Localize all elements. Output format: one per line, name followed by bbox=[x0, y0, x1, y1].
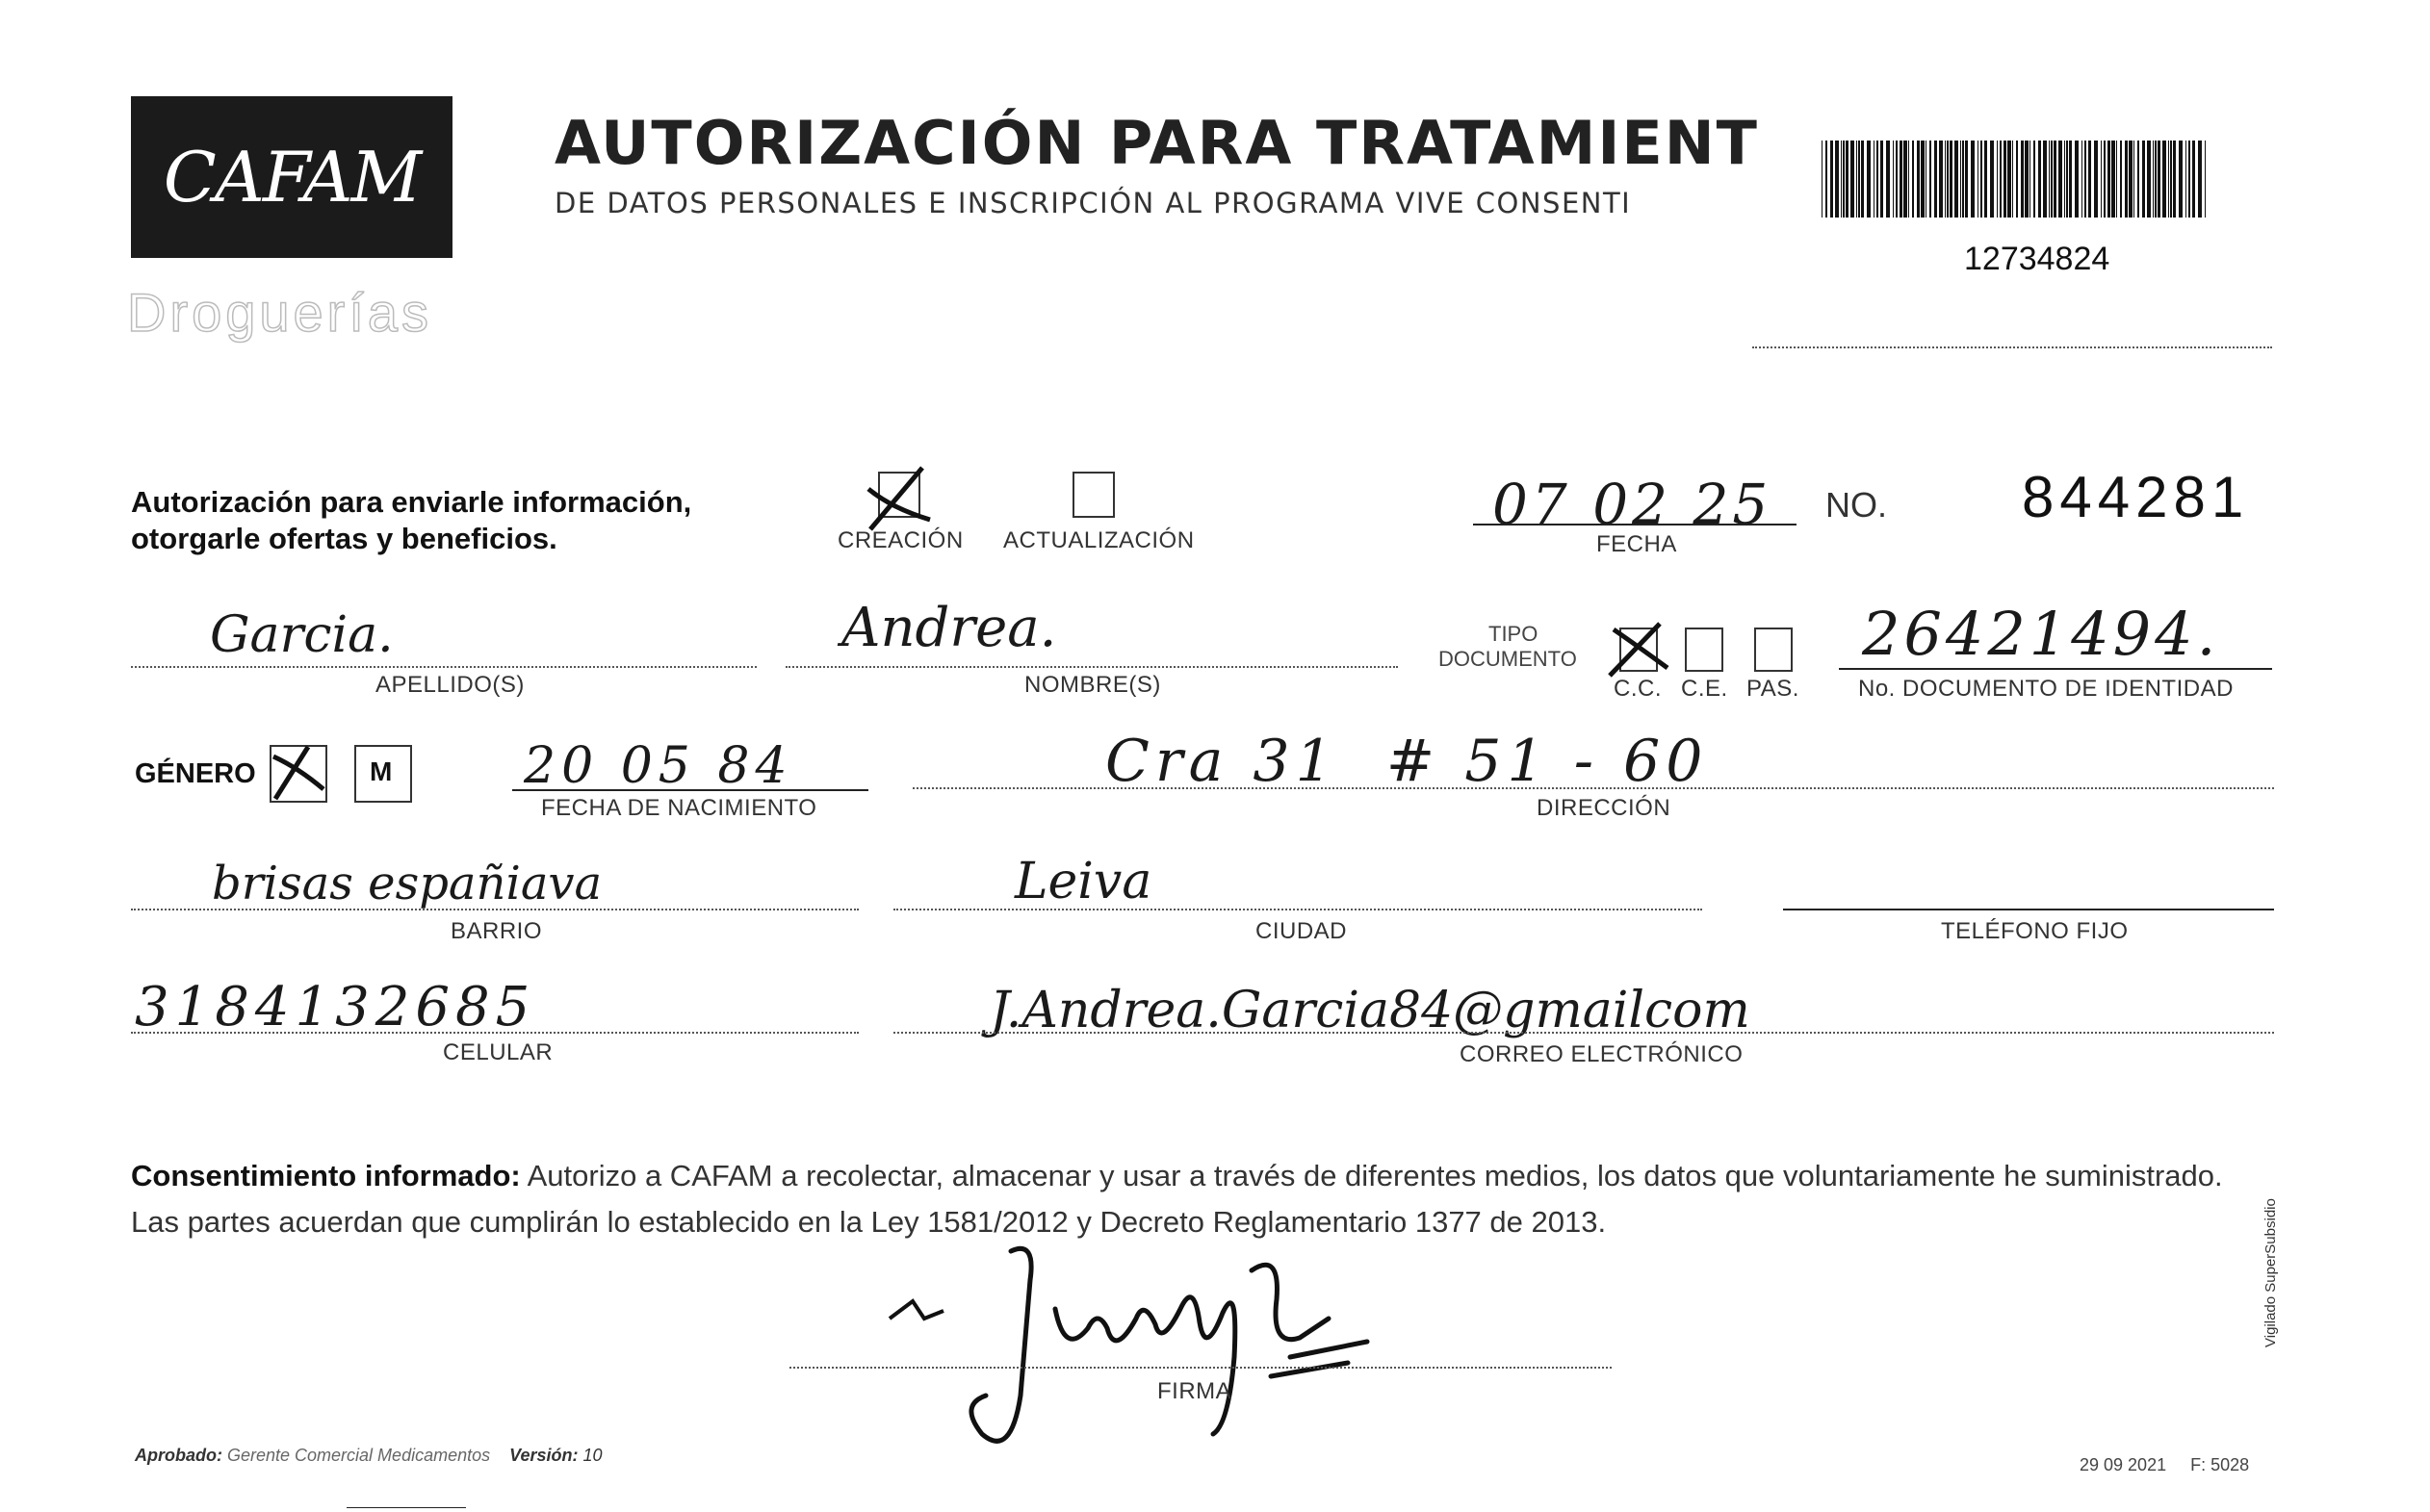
barcode-bar bbox=[1830, 141, 1833, 218]
consent-paragraph bbox=[131, 1153, 2288, 1245]
barcode-bar bbox=[2084, 141, 2086, 218]
barcode-bar bbox=[2120, 141, 2122, 218]
cc-label: C.C. bbox=[1614, 676, 1662, 702]
barcode-bar bbox=[2173, 141, 2176, 218]
barcode-bar bbox=[2185, 141, 2186, 218]
barcode-bar bbox=[1825, 141, 1827, 218]
barrio-line bbox=[131, 909, 859, 910]
authorization-text-1: Autorización para enviarle información, bbox=[131, 485, 692, 519]
creacion-check-mark bbox=[863, 460, 940, 537]
barcode-bar bbox=[2029, 141, 2030, 218]
barcode-bar bbox=[1850, 141, 1854, 218]
barcode-bar bbox=[2107, 141, 2110, 218]
footer-approval bbox=[135, 1446, 603, 1466]
nombre-value: Andrea. bbox=[841, 597, 1057, 659]
barcode-bar bbox=[2012, 141, 2013, 218]
bottom-mark bbox=[347, 1507, 466, 1508]
footer-codes bbox=[2080, 1455, 2249, 1475]
correo-value: J.Andrea.Garcia84@gmailcom bbox=[990, 982, 1750, 1039]
apellido-label: APELLIDO(S) bbox=[375, 672, 525, 698]
date-code: 29 09 2021 bbox=[2080, 1455, 2167, 1474]
barcode-bar bbox=[1867, 141, 1871, 218]
barcode-bar bbox=[1896, 141, 1898, 218]
direccion-line bbox=[913, 787, 2274, 789]
barcode-bar bbox=[2016, 141, 2018, 218]
correo-line bbox=[893, 1032, 2274, 1034]
barcode-bar bbox=[1876, 141, 1878, 218]
actualizacion-checkbox[interactable] bbox=[1073, 472, 1115, 518]
consent-line-1 bbox=[131, 1153, 2288, 1199]
cc-check-mark bbox=[1604, 618, 1681, 679]
nombre-label: NOMBRE(S) bbox=[1024, 672, 1161, 698]
barcode-bar bbox=[2205, 141, 2206, 218]
form-code: F: 5028 bbox=[2190, 1455, 2250, 1474]
version-value: 10 bbox=[582, 1446, 603, 1465]
barcode-bar bbox=[2158, 141, 2160, 218]
barcode-bar bbox=[2066, 141, 2068, 218]
barrio-value: brisas españiava bbox=[212, 857, 603, 910]
barcode-bar bbox=[2000, 141, 2002, 218]
direccion-label: DIRECCIÓN bbox=[1537, 795, 1671, 821]
barcode-bar bbox=[1921, 141, 1925, 218]
barcode-bar bbox=[2170, 141, 2172, 218]
barcode-bar bbox=[2033, 141, 2035, 218]
barcode-bar bbox=[2162, 141, 2166, 218]
ce-label: C.E. bbox=[1681, 676, 1728, 702]
genero-m-label: M bbox=[370, 756, 393, 786]
tipo-label-2: DOCUMENTO bbox=[1438, 647, 1577, 671]
barcode-bar bbox=[2137, 141, 2139, 218]
actualizacion-label: ACTUALIZACIÓN bbox=[1003, 527, 1195, 553]
cafam-logo-text: CAFAM bbox=[163, 137, 421, 218]
barcode-bar bbox=[2064, 141, 2065, 218]
authorization-text-2: otorgarle ofertas y beneficios. bbox=[131, 522, 557, 555]
barcode-bar bbox=[2153, 141, 2154, 218]
barcode-bar bbox=[2049, 141, 2050, 218]
pas-checkbox[interactable] bbox=[1754, 628, 1793, 672]
barcode-bar bbox=[1846, 141, 1848, 218]
signature-line bbox=[789, 1367, 1612, 1369]
side-text: Vigilado SuperSubsidio bbox=[2262, 1198, 2279, 1347]
tipo-label-1: TIPO bbox=[1488, 622, 1538, 646]
telefono-line bbox=[1783, 909, 2274, 910]
barcode bbox=[1822, 141, 2210, 218]
barcode-bar bbox=[1954, 141, 1958, 218]
fecha-line bbox=[1473, 524, 1797, 525]
barcode-bar bbox=[2003, 141, 2006, 218]
barcode-bar bbox=[1934, 141, 1937, 218]
barcode-bar bbox=[2168, 141, 2169, 218]
barcode-bar bbox=[1984, 141, 1987, 218]
barcode-bar bbox=[1880, 141, 1883, 218]
barcode-bar bbox=[2075, 141, 2079, 218]
documento-line bbox=[1839, 668, 2272, 670]
barcode-bar bbox=[1861, 141, 1864, 218]
barcode-bar bbox=[2025, 141, 2029, 218]
genero-label: GÉNERO bbox=[135, 758, 256, 789]
barcode-bar bbox=[2094, 141, 2098, 218]
barcode-bar bbox=[2188, 141, 2190, 218]
fecha-value: 07 02 25 bbox=[1492, 472, 1772, 537]
barcode-bar bbox=[1835, 141, 1839, 218]
aprobado-value: Gerente Comercial Medicamentos bbox=[227, 1446, 491, 1465]
documento-value: 26421494. bbox=[1862, 599, 2220, 669]
consent-bold: Consentimiento informado: bbox=[131, 1159, 521, 1192]
barcode-bar bbox=[1962, 141, 1964, 218]
barcode-bar bbox=[1843, 141, 1845, 218]
celular-line bbox=[131, 1032, 859, 1034]
barcode-bar bbox=[1960, 141, 1961, 218]
ciudad-line bbox=[893, 909, 1702, 910]
ciudad-value: Leiva bbox=[1015, 853, 1152, 910]
barcode-bar bbox=[1971, 141, 1975, 218]
ciudad-label: CIUDAD bbox=[1255, 918, 1348, 944]
barcode-bar bbox=[2054, 141, 2056, 218]
barcode-bar bbox=[2088, 141, 2091, 218]
barcode-bar bbox=[1997, 141, 1998, 218]
pas-label: PAS. bbox=[1746, 676, 1799, 702]
barcode-bar bbox=[1939, 141, 1943, 218]
nombre-line bbox=[786, 666, 1398, 668]
barcode-bar bbox=[2133, 141, 2134, 218]
barcode-bar bbox=[1950, 141, 1952, 218]
consent-text-1: Autorizo a CAFAM a recolectar, almacenar y usar a través de diferentes medios, los datos que voluntariamente he suministrado. bbox=[520, 1159, 2223, 1192]
barcode-bar bbox=[2069, 141, 2072, 218]
barcode-bar bbox=[2142, 141, 2145, 218]
aprobado-label: Aprobado: bbox=[135, 1446, 222, 1465]
barcode-bar bbox=[2125, 141, 2128, 218]
barcode-bar bbox=[2051, 141, 2053, 218]
nacimiento-line bbox=[512, 789, 868, 791]
barcode-bar bbox=[1886, 141, 1890, 218]
celular-value: 3184132685 bbox=[135, 976, 536, 1038]
direccion-value: Cra 31 # 51 - 60 bbox=[1105, 728, 1709, 795]
no-value: 844281 bbox=[2022, 465, 2250, 529]
barcode-bar bbox=[1965, 141, 1968, 218]
signature-image bbox=[866, 1242, 1444, 1463]
creacion-label: CREACIÓN bbox=[838, 527, 964, 553]
ce-checkbox[interactable] bbox=[1685, 628, 1723, 672]
barcode-bar bbox=[2058, 141, 2062, 218]
barcode-bar bbox=[1893, 141, 1894, 218]
signature-label: FIRMA bbox=[1157, 1378, 1232, 1404]
barcode-bar bbox=[2021, 141, 2024, 218]
barcode-bar bbox=[1900, 141, 1902, 218]
barcode-bar bbox=[1945, 141, 1946, 218]
barcode-bar bbox=[1917, 141, 1920, 218]
nacimiento-label: FECHA DE NACIMIENTO bbox=[541, 795, 817, 821]
barcode-bar bbox=[1908, 141, 1909, 218]
form-subtitle: DE DATOS PERSONALES E INSCRIPCIÓN AL PROGRAMA VIVE CONSENTI bbox=[555, 187, 1632, 219]
drogerias-label: Droguerías bbox=[127, 282, 433, 343]
barcode-bar bbox=[1990, 141, 1994, 218]
barrio-label: BARRIO bbox=[451, 918, 543, 944]
genero-f-check-mark bbox=[266, 739, 333, 807]
barcode-bar bbox=[2116, 141, 2117, 218]
barcode-bar bbox=[2192, 141, 2195, 218]
barcode-bar bbox=[1912, 141, 1914, 218]
barcode-bar bbox=[2155, 141, 2157, 218]
documento-label: No. DOCUMENTO DE IDENTIDAD bbox=[1858, 676, 2234, 702]
correo-label: CORREO ELECTRÓNICO bbox=[1460, 1041, 1744, 1067]
barcode-bar bbox=[1856, 141, 1857, 218]
no-label: NO. bbox=[1825, 485, 1888, 525]
cafam-logo bbox=[131, 96, 452, 258]
form-title: AUTORIZACIÓN PARA TRATAMIENT bbox=[555, 108, 1759, 178]
nacimiento-value: 20 05 84 bbox=[524, 737, 793, 795]
barcode-bar bbox=[2179, 141, 2183, 218]
barcode-bar bbox=[1858, 141, 1860, 218]
header-rule bbox=[1752, 346, 2272, 348]
consent-text-2: Las partes acuerdan que cumplirán lo establecido en la Ley 1581/2012 y Decreto Reglamentario 1377 de 2013. bbox=[131, 1205, 1607, 1239]
apellido-line bbox=[131, 666, 757, 668]
barcode-number: 12734824 bbox=[1964, 241, 2110, 277]
barcode-bar bbox=[2081, 141, 2082, 218]
version-label: Versión: bbox=[509, 1446, 579, 1465]
barcode-bar bbox=[2198, 141, 2202, 218]
barcode-bar bbox=[1980, 141, 1982, 218]
barcode-bar bbox=[2007, 141, 2011, 218]
barcode-bar bbox=[1947, 141, 1949, 218]
barcode-bar bbox=[2043, 141, 2047, 218]
barcode-bar bbox=[2147, 141, 2151, 218]
fecha-label: FECHA bbox=[1596, 531, 1677, 557]
celular-label: CELULAR bbox=[443, 1039, 554, 1065]
barcode-bar bbox=[2111, 141, 2115, 218]
telefono-label: TELÉFONO FIJO bbox=[1941, 918, 2129, 944]
apellido-value: Garcia. bbox=[210, 606, 394, 664]
barcode-bar bbox=[1929, 141, 1931, 218]
barcode-bar bbox=[2104, 141, 2106, 218]
barcode-bar bbox=[2038, 141, 2041, 218]
barcode-bar bbox=[1903, 141, 1907, 218]
barcode-bar bbox=[2129, 141, 2133, 218]
barcode-bar bbox=[1841, 141, 1842, 218]
barcode-bar bbox=[2101, 141, 2102, 218]
